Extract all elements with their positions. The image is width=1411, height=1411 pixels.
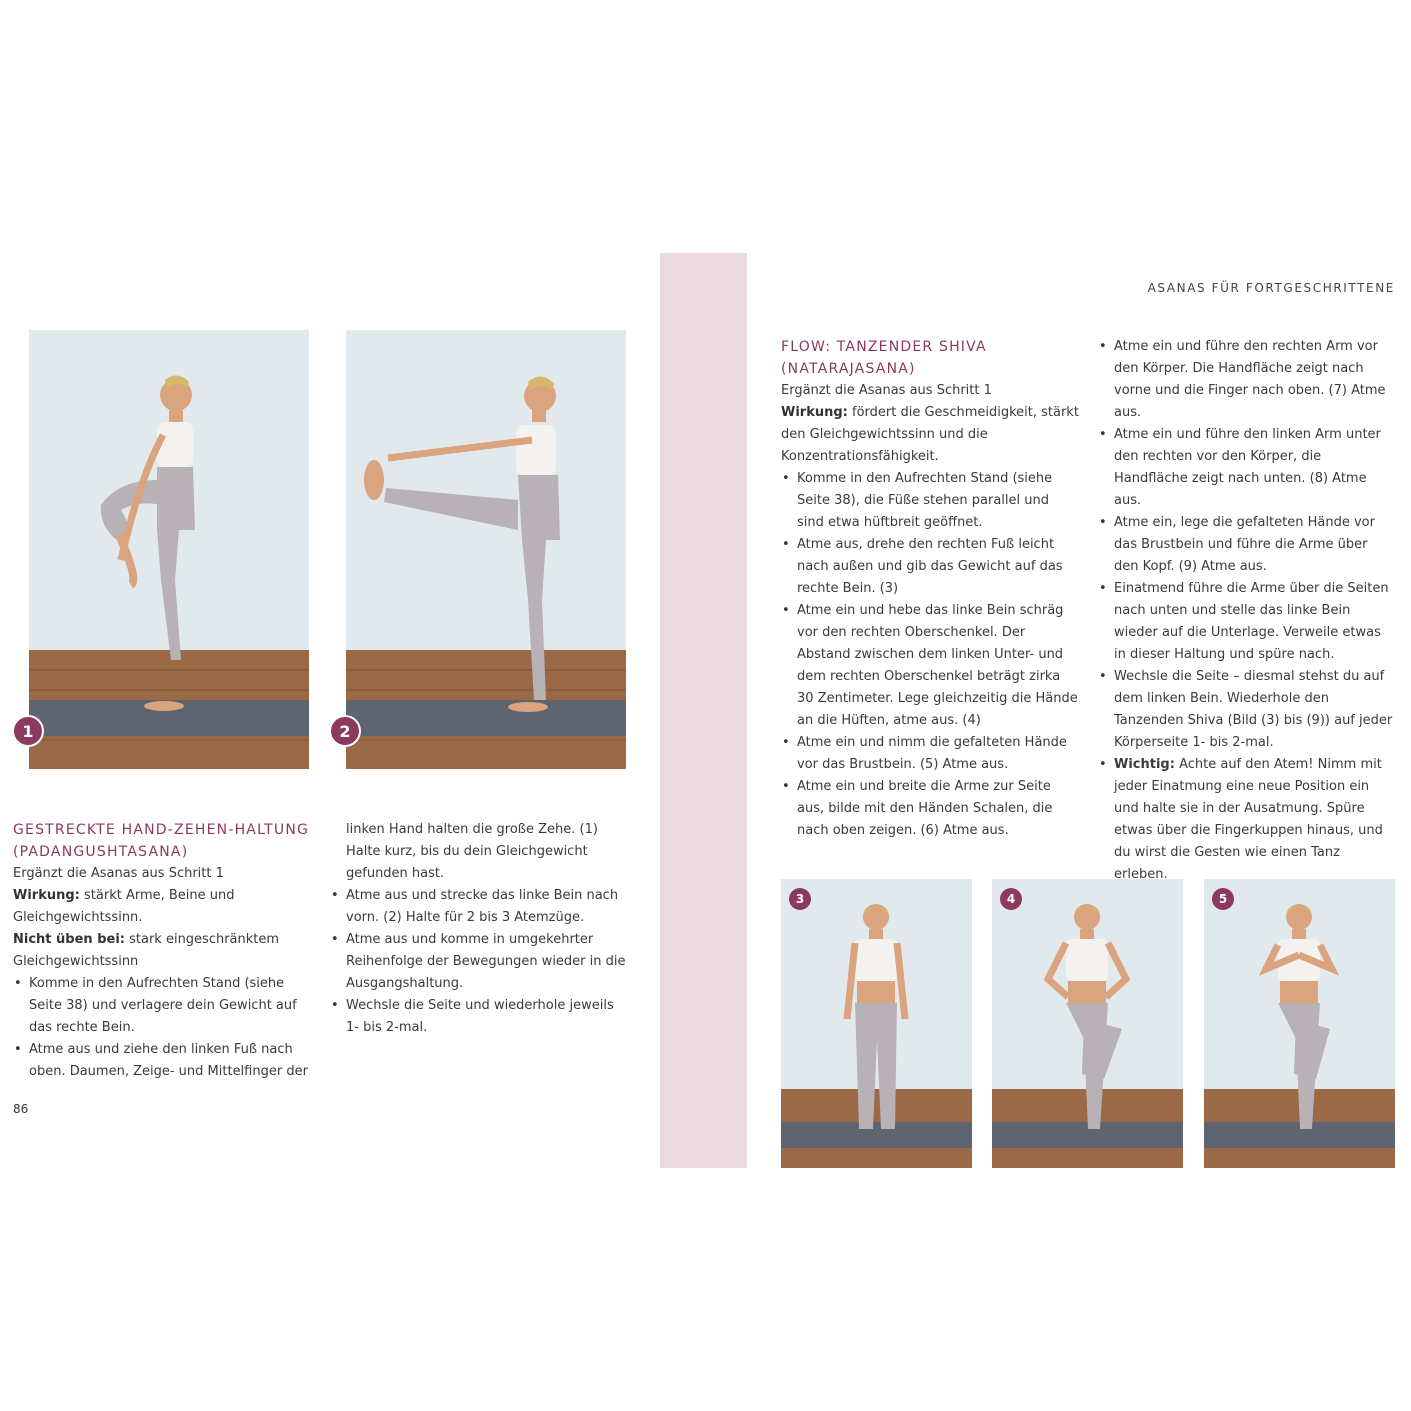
yoga-pose-illustration [992, 879, 1183, 1168]
list-item: • Atme aus und ziehe den linken Fuß nach oben. Daumen, Zeige- und Mittelfinger der [13, 1039, 313, 1083]
right-col2-bullet-list [1098, 336, 1396, 886]
list-item: • Komme in den Aufrechten Stand (siehe Seite 38) und verlagere dein Gewicht auf das rechte Bein. [13, 973, 313, 1039]
photo-2 [346, 330, 626, 769]
list-item: • Atme ein und führe den linken Arm unter den rechten vor den Körper, die Handfläche zeigt nach unten. (8) Atme aus. [1098, 424, 1396, 512]
page-gutter-band [660, 253, 747, 1168]
wirkung-paragraph [781, 402, 1079, 468]
left-col1-bullet-list [13, 973, 313, 1083]
left-column-2 [330, 819, 626, 1039]
section-subtitle: Ergänzt die Asanas aus Schritt 1 [13, 866, 224, 881]
list-item: • Atme aus und strecke das linke Bein nach vorn. (2) Halte für 2 bis 3 Atemzüge. [330, 885, 626, 929]
right-col1-bullet-list [781, 468, 1079, 842]
wirkung-label: Wirkung: [781, 405, 848, 420]
list-item: • Komme in den Aufrechten Stand (siehe Seite 38), die Füße stehen parallel und sind etwa hüftbreit geöffnet. [781, 468, 1079, 534]
photo-4 [992, 879, 1183, 1168]
photo-5 [1204, 879, 1395, 1168]
right-intro [781, 380, 1079, 468]
section-subtitle: Ergänzt die Asanas aus Schritt 1 [781, 383, 992, 398]
list-item: • Atme ein und nimm die gefalteten Hände vor das Brustbein. (5) Atme aus. [781, 732, 1079, 776]
wichtig-text: Achte auf den Atem! Nimm mit jeder Einatmung eine neue Position ein und halte sie in der Ausatmung. Spüre etwas über die Fingerkuppen hinaus, und du wirst die Gesten wie einen Tanz erleben. [1114, 757, 1383, 882]
list-item: • Einatmend führe die Arme über die Seiten nach unten und stelle das linke Bein wieder auf die Unterlage. Verweile etwas in dieser Haltung und spüre nach. [1098, 578, 1396, 666]
left-intro [13, 863, 313, 973]
yoga-pose-illustration [781, 879, 972, 1168]
list-item: • Wechsle die Seite – diesmal stehst du auf dem linken Bein. Wiederhole den Tanzenden Shiva (Bild (3) bis (9)) auf jeder Körperseite 1- bis 2-mal. [1098, 666, 1396, 754]
left-column-1 [13, 819, 313, 1083]
list-item-wichtig [1098, 754, 1396, 886]
photo-3 [781, 879, 972, 1168]
photo-3-badge: 3 [789, 888, 811, 910]
nicht-ueben-paragraph [13, 929, 313, 973]
list-item: • Atme ein und breite die Arme zur Seite aus, bilde mit den Händen Schalen, die nach oben zeigen. (6) Atme aus. [781, 776, 1079, 842]
nicht-ueben-label: Nicht üben bei: [13, 932, 125, 947]
photo-4-badge: 4 [1000, 888, 1022, 910]
wirkung-paragraph [13, 885, 313, 929]
list-item: • Wechsle die Seite und wiederhole jeweils 1- bis 2-mal. [330, 995, 626, 1039]
section-title-padangushtasana: GESTRECKTE HAND-ZEHEN-HALTUNG (PADANGUSHTASANA) [13, 822, 310, 860]
yoga-pose-illustration [29, 330, 309, 769]
wirkung-label: Wirkung: [13, 888, 80, 903]
photo-1-badge: 1 [12, 715, 44, 747]
nicht-ueben-text: stark eingeschränktem Gleichgewichtssinn [13, 932, 280, 969]
right-column-2 [1098, 336, 1396, 886]
wirkung-text: stärkt Arme, Beine und Gleichgewichtssinn. [13, 888, 235, 925]
list-item: • Atme aus und komme in umgekehrter Reihenfolge der Bewegungen wieder in die Ausgangshaltung. [330, 929, 626, 995]
section-title-natarajasana: FLOW: TANZENDER SHIVA (NATARAJASANA) [781, 339, 987, 377]
wirkung-text: fördert die Geschmeidigkeit, stärkt den Gleichgewichtssinn und die Konzentrationsfähigkeit. [781, 405, 1079, 464]
yoga-pose-illustration [1204, 879, 1395, 1168]
right-column-1 [781, 336, 1079, 842]
left-col2-bullet-list [330, 819, 626, 1039]
list-item: • Atme ein und hebe das linke Bein schräg vor den rechten Oberschenkel. Der Abstand zwischen dem linken Unter- und dem rechten Oberschenkel beträgt zirka 30 Zentimeter. Lege gleichzeitig die Hände an die Hüften, atme aus. (4) [781, 600, 1079, 732]
yoga-pose-illustration [346, 330, 626, 769]
list-item: • Atme ein und führe den rechten Arm vor den Körper. Die Handfläche zeigt nach vorne und die Finger nach oben. (7) Atme aus. [1098, 336, 1396, 424]
wichtig-label: Wichtig: [1114, 757, 1175, 772]
list-item: • Atme aus, drehe den rechten Fuß leicht nach außen und gib das Gewicht auf das rechte Bein. (3) [781, 534, 1079, 600]
photo-2-badge: 2 [329, 715, 361, 747]
list-item-continuation: linken Hand halten die große Zehe. (1) Halte kurz, bis du dein Gleichgewicht gefunden hast. [346, 822, 598, 881]
photo-5-badge: 5 [1212, 888, 1234, 910]
photo-1 [29, 330, 309, 769]
page-number: 86 [13, 1102, 29, 1116]
list-item: • Atme ein, lege die gefalteten Hände vor das Brustbein und führe die Arme über den Kopf. (9) Atme aus. [1098, 512, 1396, 578]
running-header: ASANAS FÜR FORTGESCHRITTENE [1147, 281, 1395, 295]
